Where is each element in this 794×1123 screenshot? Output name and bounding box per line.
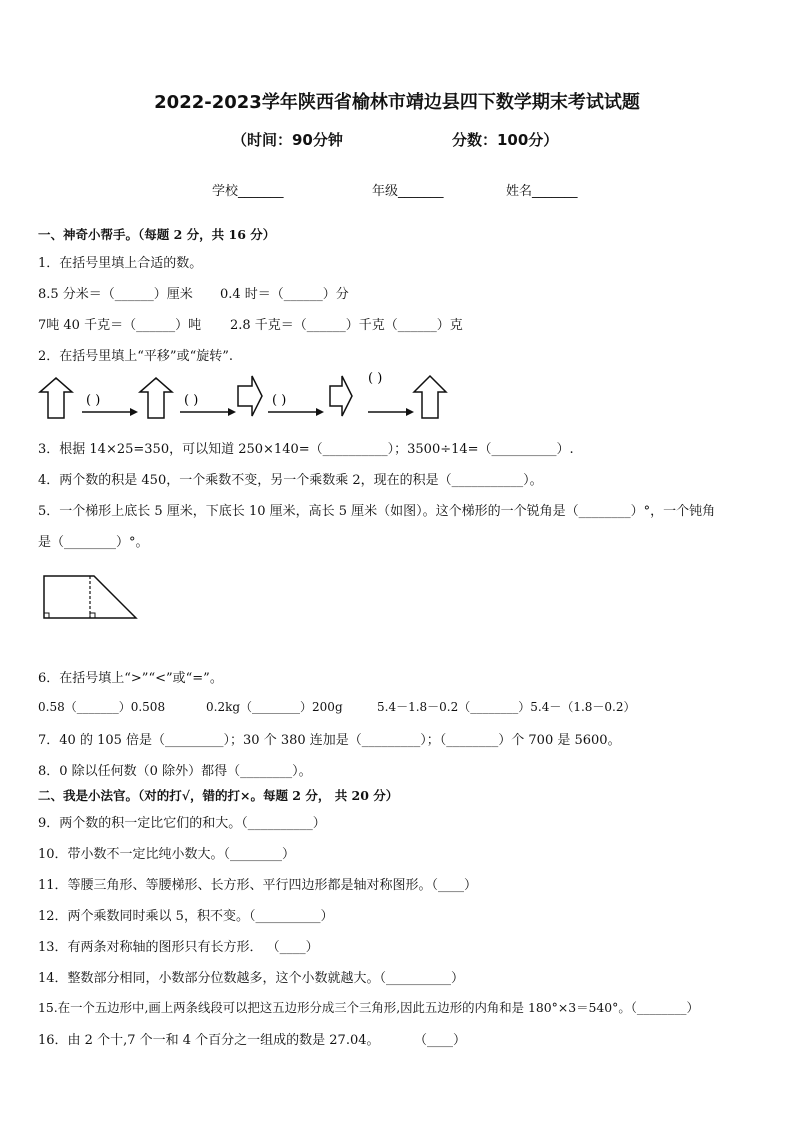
question-16: 16．由 2 个十,7 个一和 4 个百分之一组成的数是 27.04。 — [38, 1033, 380, 1048]
trapezoid-figure — [40, 572, 140, 624]
question-1a: 8.5 分米＝（______）厘米 — [38, 287, 193, 302]
grade-field[interactable]: 年级_______ — [372, 184, 444, 199]
section-2-heading: 二、我是小法官。（对的打√，错的打×。每题 2 分， 共 20 分） — [38, 788, 399, 803]
question-15: 15.在一个五边形中,画上两条线段可以把这五边形分成三个三角形,因此五边形的内角和是 180°×3＝540°。（________） — [38, 1000, 699, 1015]
question-6a: 0.58（_______）0.508 — [38, 700, 166, 714]
question-1: 1．在括号里填上合适的数。 — [38, 256, 203, 271]
question-13: 13．有两条对称轴的图形只有长方形． （____） — [38, 940, 319, 955]
transform-figure — [36, 368, 456, 424]
page-title: 2022-2023学年陕西省榆林市靖边县四下数学期末考试试题 — [154, 92, 640, 113]
name-field[interactable]: 姓名_______ — [506, 184, 578, 199]
up-arrow-icon — [414, 376, 446, 418]
question-1b: 0.4 时＝（______）分 — [220, 287, 349, 302]
question-4: 4．两个数的积是 450，一个乘数不变，另一个乘数乘 2，现在的积是（___________）。 — [38, 473, 543, 488]
up-arrow-icon — [40, 378, 72, 418]
question-1c: 7吨 40 千克＝（______）吨 — [38, 318, 202, 333]
question-6b: 0.2kg（________）200g — [206, 700, 343, 714]
question-2: 2．在括号里填上“平移”或“旋转”. — [38, 349, 233, 364]
question-1d: 2.8 千克＝（______）千克（______）克 — [230, 318, 463, 333]
question-16-blank[interactable]: （____） — [414, 1033, 467, 1048]
right-arrow-icon — [330, 376, 352, 416]
blank-2: ( ) — [184, 393, 199, 408]
right-arrow-icon — [238, 376, 262, 416]
question-7: 7．40 的 105 倍是（_________）；30 个 380 连加是（_________）；（________）个 700 是 5600。 — [38, 733, 621, 748]
question-9: 9．两个数的积一定比它们的和大。（__________） — [38, 816, 326, 831]
question-12: 12．两个乘数同时乘以 5，积不变。（__________） — [38, 909, 334, 924]
blank-4: ( ) — [368, 371, 383, 386]
question-3: 3．根据 14×25=350，可以知道 250×140=（__________）；3500÷14=（__________）. — [38, 442, 574, 457]
blank-3: ( ) — [272, 393, 287, 408]
school-field[interactable]: 学校_______ — [212, 184, 284, 199]
exam-score: 分数：100分） — [452, 131, 559, 149]
question-11: 11．等腰三角形、等腰梯形、长方形、平行四边形都是轴对称图形。（____） — [38, 878, 478, 893]
question-6c: 5.4－1.8－0.2（________）5.4－（1.8－0.2） — [377, 700, 636, 714]
question-5-line1: 5．一个梯形上底长 5 厘米，下底长 10 厘米，高长 5 厘米（如图）。这个梯形的一个锐角是（________）°，一个钝角 — [38, 504, 716, 519]
blank-1: ( ) — [86, 393, 101, 408]
question-10: 10．带小数不一定比纯小数大。（________） — [38, 847, 296, 862]
question-8: 8．0 除以任何数（0 除外）都得（________）。 — [38, 764, 312, 779]
section-1-heading: 一、神奇小帮手。（每题 2 分，共 16 分） — [38, 227, 276, 242]
exam-time: （时间：90分钟 — [232, 131, 343, 149]
question-14: 14．整数部分相同，小数部分位数越多，这个小数就越大。（__________） — [38, 971, 465, 986]
up-arrow-icon — [140, 378, 172, 418]
question-5-line2: 是（________）°。 — [38, 535, 149, 550]
question-6: 6．在括号填上“>”“<”或“=”。 — [38, 671, 223, 686]
